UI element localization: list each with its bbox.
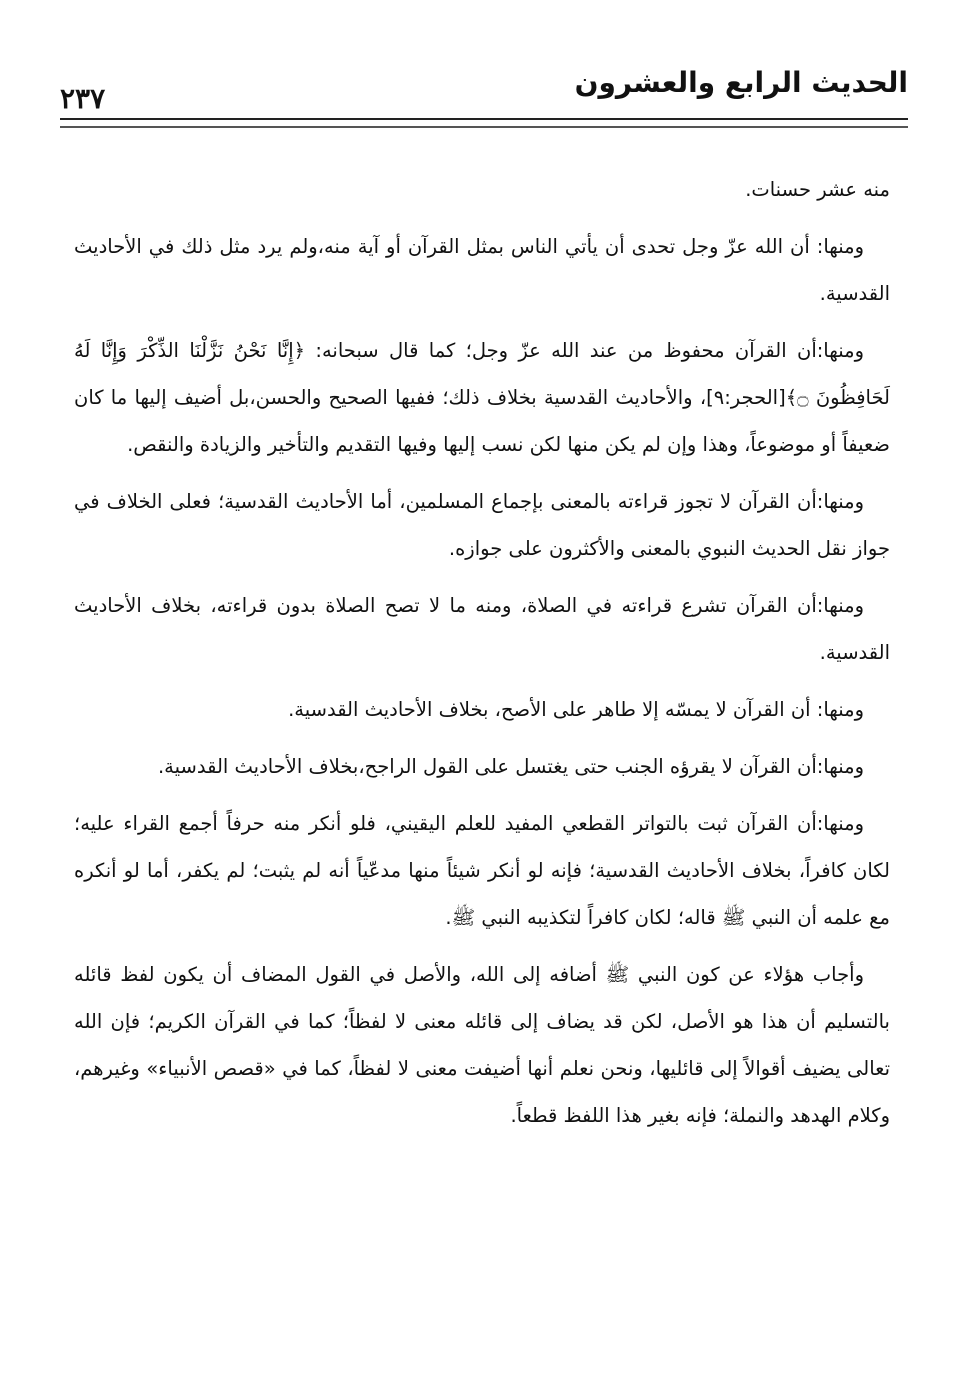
paragraph: ومنها: أن الله عزّ وجل تحدى أن يأتي الناس بمثل القرآن أو آية منه،ولم يرد مثل ذلك في الأحاديث القدسية. [74, 235, 890, 305]
running-title: الحديث الرابع والعشرون [574, 66, 908, 99]
paragraph: ومنها: أن القرآن لا يمسّه إلا طاهر على الأصح، بخلاف الأحاديث القدسية. [288, 698, 864, 721]
paragraph: ومنها:أن القرآن لا تجوز قراءته بالمعنى بإجماع المسلمين، أما الأحاديث القدسية؛ فعلى الخلاف في جواز نقل الحديث النبوي بالمعنى والأكثرون على جوازه. [74, 490, 890, 560]
paragraph: ومنها:أن القرآن لا يقرؤه الجنب حتى يغتسل على القول الراجح،بخلاف الأحاديث القدسية. [157, 755, 864, 778]
paragraph: ومنها:أن القرآن تشرع قراءته في الصلاة، ومنه ما لا تصح الصلاة بدون قراءته، بخلاف الأحاديث القدسية. [74, 594, 890, 664]
body-text [74, 166, 890, 1149]
page-number: ٢٣٧ [60, 82, 106, 115]
paragraph: وأجاب هؤلاء عن كون النبي ﷺ أضافه إلى الله، والأصل في القول المضاف أن يكون لفظ قائله بالتسليم أن هذا هو الأصل، لكن قد يضاف إلى قائله معنى لا لفظاً؛ كما في القرآن الكريم؛ فإن الله تعالى يضيف أقوالاً إلى قائليها، ونحن نعلم أنها أضيفت معنى لا لفظاً، كما في «قصص الأنبياء» وغيرهم، وكلام الهدهد والنملة؛ فإنه بغير هذا اللفظ قطعاً. [74, 963, 890, 1127]
page-header [60, 64, 908, 120]
header-rule [60, 118, 908, 128]
paragraph: ومنها:أن القرآن ثبت بالتواتر القطعي المفيد للعلم اليقيني، فلو أنكر منه حرفاً أجمع القراء عليه؛ لكان كافراً، بخلاف الأحاديث القدسية؛ فإنه لو أنكر شيئاً منها مدعّياً أنه لم يثبت؛ لم يكفر، أما لو أنكره مع علمه أن النبي ﷺ قاله؛ لكان كافراً لتكذيبه النبي ﷺ. [74, 812, 890, 929]
paragraph: ومنها:أن القرآن محفوظ من عند الله عزّ وجل؛ كما قال سبحانه: ﴿إِنَّا نَحْنُ نَزَّلْنَا الذِّكْرَ وَإِنَّا لَهُ لَحَافِظُونَ ۝﴾[الحجر:٩]، والأحاديث القدسية بخلاف ذلك؛ ففيها الصحيح والحسن،بل أضيف إليها ما كان ضعيفاً أو موضوعاً، وهذا وإن لم يكن منها لكن نسب إليها وفيها التقديم والتأخير والزيادة والنقص. [74, 339, 890, 456]
paragraph: منه عشر حسنات. [745, 178, 890, 201]
